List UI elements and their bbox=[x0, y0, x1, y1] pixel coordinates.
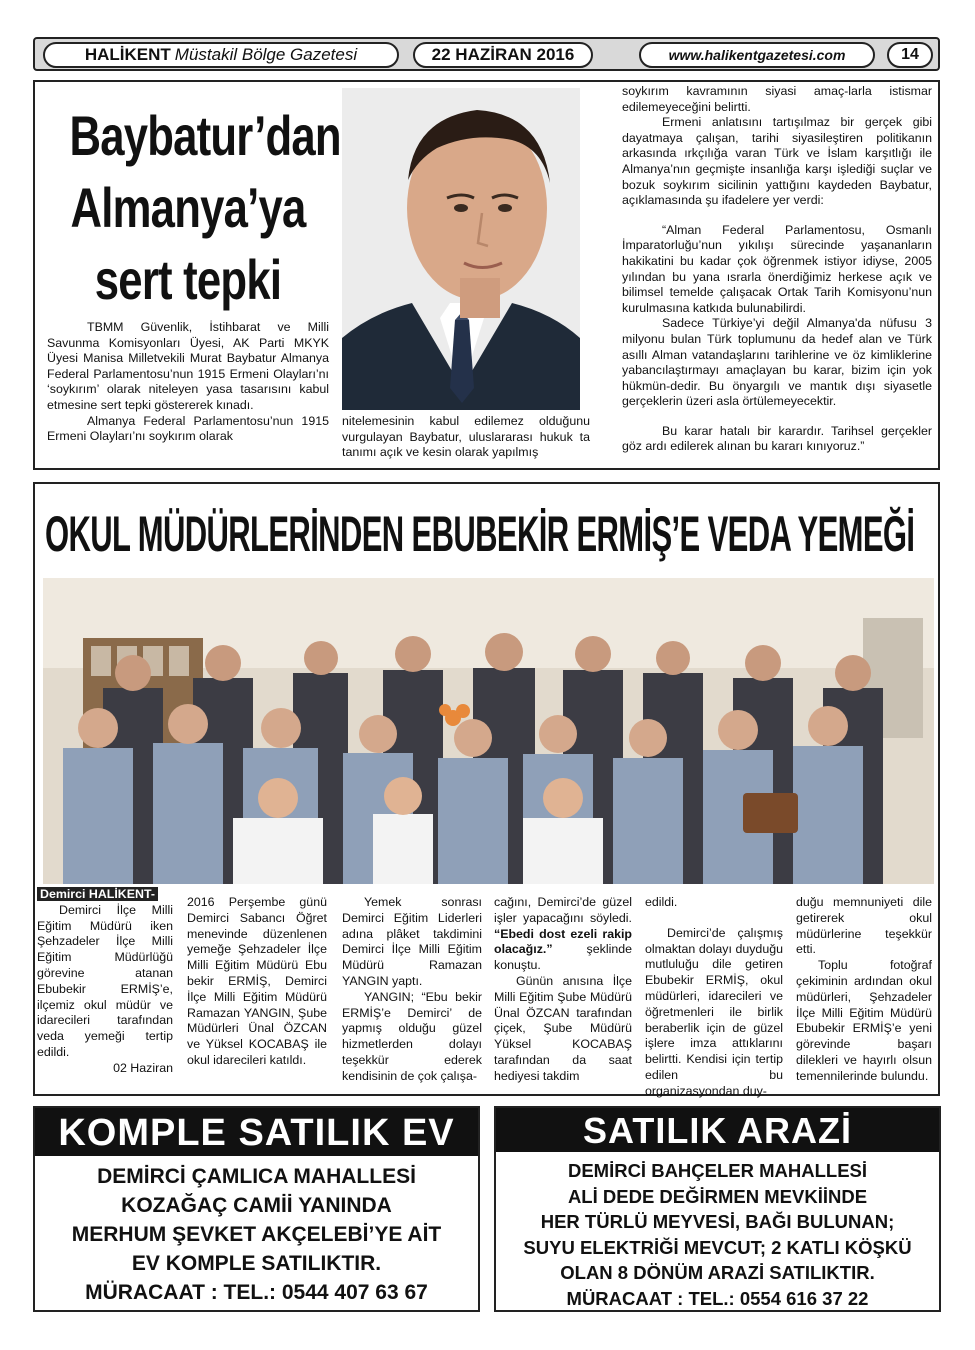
article2-col3-para-2: YANGIN; “Ebu bekir ERMİŞ’e Demirci’ de yapmış olduğu güzel hizmetlerden dolayı teşekkür ederek kendisinin de çok çalışa- bbox=[342, 989, 482, 1083]
article2-col6-para-2: Toplu fotoğraf çekiminin ardından okul müdürleri, Şehzadeler İlçe Milli Eğitim Müdürü Ebubekir ERMİŞ’e yeni görevinde başarı dilekleri ve hayırlı olsun temennilerinde bulundu. bbox=[796, 958, 932, 1083]
ad1-title: KOMPLE SATILIK EV bbox=[35, 1108, 478, 1156]
article2-col1-text: Demirci İlçe Milli Eğitim Müdürü iken Şehzadeler İlçe Milli Eğitim Müdürlüğü görevine atanan Ebubekir ERMİŞ’e, ilçemiz okul müdür ve idarecileri tarafından veda yemeği tertip edildi. bbox=[37, 902, 173, 1059]
ad1-body bbox=[35, 1156, 478, 1307]
article1-col2-text: nitelemesinin kabul edilemez olduğunu vurgulayan Baybatur, uluslararası hukuk ta tanımı açık ve kesin olarak yapılmış bbox=[342, 414, 590, 460]
article2-headline: OKUL MÜDÜRLERİNDEN EBUBEKİR ERMİŞ’E VEDA YEMEĞİ bbox=[45, 506, 915, 562]
article2-byline: Demirci HALİKENT- bbox=[37, 887, 158, 901]
article2-col2-text: 2016 Perşembe günü Demirci Sabancı Öğret menevinde düzenlenen yemeğe Şehzadeler İlçe Milli Eğitim Müdürü Ebu bekir ERMİŞ, Demirci İlçe Milli Eğitim Müdürü Ramazan YANGIN, Şube Müdürleri Ünal ÖZCAN ve Yüksel KOCABAŞ ile okul idarecileri katıldı. bbox=[187, 895, 327, 1067]
ad2-title: SATILIK ARAZİ bbox=[496, 1108, 939, 1152]
article1-col1-para-1: TBMM Güvenlik, İstihbarat ve Milli Savunma Komisyonları Üyesi, AK Parti MKYK Üyesi Manisa Milletvekili Murat Baybatur Almanya Federal Parlamentosu’nun 1915 Ermeni Olayları’nı ‘soykırım’ olarak niteleyen yasa tasarısını kabul etmesine sert tepki göstererek kınadı. bbox=[47, 320, 329, 412]
article2-column-1 bbox=[37, 887, 173, 1077]
headline-line-3: sert tepki bbox=[94, 248, 282, 311]
portrait-photo bbox=[342, 88, 580, 410]
page-number-pill bbox=[887, 42, 933, 68]
page-number: 14 bbox=[901, 46, 919, 63]
headline-line-2: Almanya’ya bbox=[70, 176, 306, 239]
ad1-line-5: MÜRACAAT : TEL.: 0544 407 63 67 bbox=[85, 1281, 428, 1304]
ad2-line-2: ALİ DEDE DEĞİRMEN MEVKİİNDE bbox=[567, 1185, 868, 1207]
article1-col3-para-1: soykırım kavramının siyasi amaç-larla istismar edilemeyeceğini belirtti. bbox=[622, 84, 932, 114]
group-photo bbox=[43, 578, 934, 884]
group-photo-image bbox=[43, 578, 934, 884]
ad1-line-2: KOZAĞAÇ CAMİİ YANINDA bbox=[121, 1194, 392, 1217]
ad1-line-3: MERHUM ŞEVKET AKÇELEBİ’YE AİT bbox=[71, 1223, 442, 1246]
article2-col4-post: şeklinde konuştu. bbox=[494, 942, 632, 973]
article2-col4-quote: “Ebedi dost ezeli rakip olacağız.” bbox=[494, 926, 632, 957]
headline-line-1: Baybatur’dan bbox=[69, 104, 341, 167]
article2-col5-para-2: Demirci’de çalışmış olmaktan dolayı duyduğu mutluluğu dile getiren Ebubekir ERMİŞ, okul müdürleri, idarecileri ve öğretmenleri ile birlik beraberlik için de güzel işlere imza attıklarını belirtti. Kendisi için tertip edilen bu organizasyondan duy- bbox=[645, 925, 783, 1098]
ad2-line-1: DEMİRCİ BAHÇELER MAHALLESİ bbox=[567, 1160, 868, 1181]
ad2-line-5: OLAN 8 DÖNÜM ARAZİ SATILIKTIR. bbox=[560, 1262, 875, 1283]
article2-col6-para-1: duğu memnuniyeti dile getirerek okul müdürlerine teşekkür etti. bbox=[796, 895, 932, 957]
ad2-line-4: SUYU ELEKTRİĞİ MEVCUT; 2 KATLI KÖŞKÜ bbox=[523, 1236, 912, 1258]
website-url: www.halikentgazetesi.com bbox=[668, 47, 846, 63]
ad1-line-4: EV KOMPLE SATILIKTIR. bbox=[131, 1252, 382, 1275]
article1-column-3 bbox=[622, 84, 932, 455]
ad-satilik-arazi bbox=[494, 1106, 941, 1312]
website-pill bbox=[639, 42, 875, 68]
issue-date: 22 HAZİRAN 2016 bbox=[431, 45, 575, 64]
date-pill bbox=[413, 42, 593, 68]
article2-column-5 bbox=[645, 895, 783, 1100]
article1-column-2 bbox=[342, 414, 590, 461]
article2-col4-para-2: Günün anısına İlçe Milli Eğitim Şube Müdürü Ünal ÖZCAN tarafından çiçek, Şube Müdürü Yüksel KOCABAŞ tarafından da saat hediyesi takdim bbox=[494, 973, 632, 1083]
article2-column-6 bbox=[796, 895, 932, 1085]
article1-col3-para-3: “Alman Federal Parlamentosu, Osmanlı İmparatorluğu’nun yıkılışı sürecinde yaşananların hakikatini bu kadar çok öğrenmek istiyor idiyse, 2005 yılından bu yana ısrarla önerdiğimiz herkese açık ve bilimsel temelde çalışacak Ortak Tarih Komisyonu’nun kurulmasına katkıda bulunabilirdi. bbox=[622, 222, 932, 315]
article1-col1-para-2: Almanya Federal Parlamentosu’nun 1915 Ermeni Olayları’nı soykırım olarak bbox=[47, 413, 329, 444]
page-header bbox=[33, 37, 940, 71]
portrait-image bbox=[342, 88, 580, 410]
ad2-body bbox=[496, 1152, 939, 1311]
ad2-line-6: MÜRACAAT : TEL.: 0554 616 37 22 bbox=[566, 1287, 869, 1309]
article1-headline bbox=[36, 100, 340, 320]
ad-komple-satilik-ev bbox=[33, 1106, 480, 1312]
article2-column-2 bbox=[187, 895, 327, 1069]
paper-subtitle: Müstakil Bölge Gazetesi bbox=[174, 45, 358, 64]
article2-col1-end: 02 Haziran bbox=[113, 1060, 173, 1075]
paper-name: HALİKENT bbox=[84, 45, 171, 64]
article2-col4-pre: cağını, Demirci’de güzel işler yapacağını söyledi. bbox=[494, 895, 632, 925]
article2-column-3 bbox=[342, 895, 482, 1085]
article1-col3-para-5: Bu karar hatalı bir karardır. Tarihsel gerçekler göz ardı edilerek alınan bu kararı kınıyoruz.” bbox=[622, 423, 932, 454]
article2-column-4 bbox=[494, 895, 632, 1085]
article1-col3-para-4: Sadece Türkiye’yi değil Almanya'da nüfusu 3 milyonu bulan Türk toplumunu da hedef alan ve Türk asıllı Alman vatandaşlarını tarihlerine ve öz kimliklerine yabancılaştırmayı amaçlayan bu karar, bizim için yok hükmün-dedir. Bu önyargılı ve mantık dışı siyasetle gerçeklerin üzeri asla örtülemeyecektir. bbox=[622, 316, 932, 409]
ad1-line-1: DEMİRCİ ÇAMLICA MAHALLESİ bbox=[97, 1165, 416, 1188]
article2-col3-para-1: Yemek sonrası Demirci Eğitim Liderleri adına plâket takdimini Demirci İlçe Milli Eğitim Müdürü Ramazan YANGIN yaptı. bbox=[342, 895, 482, 988]
masthead-pill bbox=[43, 42, 399, 68]
article1-col3-para-2: Ermeni anlatısını tartışılmaz bir gerçek gibi dayatmaya çalışan, tarihi siyasileştiren politikanın arkasında ırkçılığa varan Türk ve İslam karşıtlığı ile Almanya’nın geçmişte insanlığa karşı işlediği suçlar ve bozuk soykırım sicilinin yattığını kaydeden Baybatur, açıklamasında şu ifadelere yer verdi: bbox=[622, 115, 932, 208]
ad2-line-3: HER TÜRLÜ MEYVESİ, BAĞI BULUNAN; bbox=[540, 1211, 895, 1232]
article1-column-1 bbox=[47, 320, 329, 445]
article2-col5-para-1: edildi. bbox=[645, 895, 678, 909]
article2-headline-wrap bbox=[45, 504, 935, 566]
